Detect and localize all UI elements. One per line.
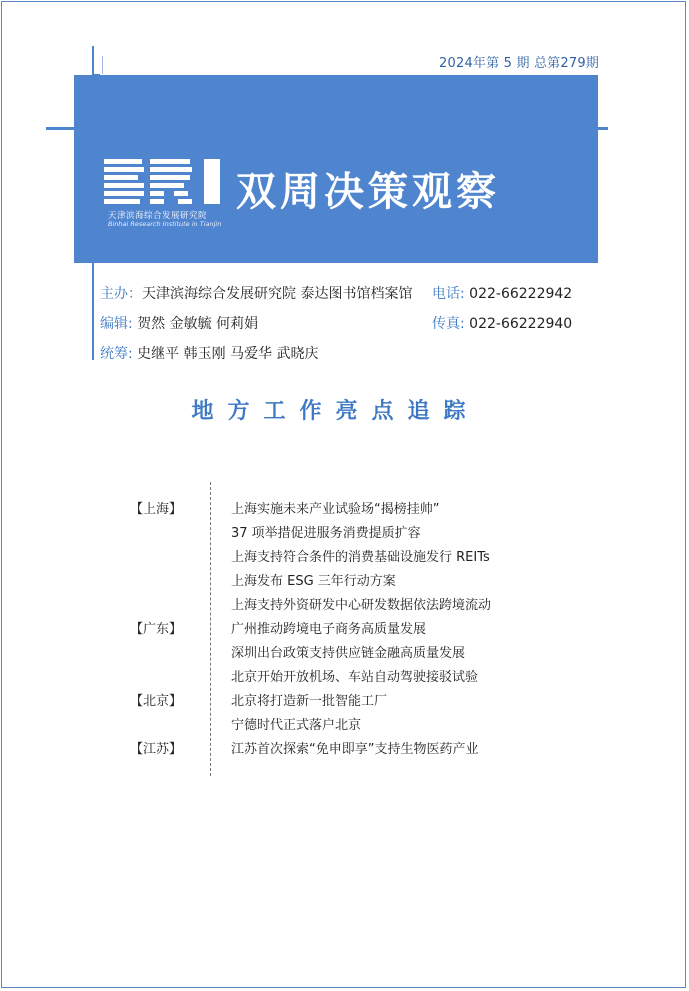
toc-item[interactable]: 上海发布 ESG 三年行动方案: [231, 574, 396, 589]
toc-item[interactable]: 北京将打造新一批智能工厂: [231, 694, 388, 709]
sponsor-label: 主办：: [100, 286, 142, 302]
decor-line: [46, 127, 608, 130]
masthead-banner: [74, 75, 598, 263]
toc-item[interactable]: 深圳出台政策支持供应链金融高质量发展: [231, 646, 466, 661]
toc-item[interactable]: 宁德时代正式落户北京: [231, 718, 362, 733]
phone-row: [432, 283, 572, 303]
toc-item[interactable]: 37 项举措促进服务消费提质扩容: [231, 526, 421, 541]
logo-cn-text: 天津滨海综合发展研究院: [108, 211, 208, 221]
editors-label: 编辑:: [100, 316, 133, 332]
issue-number: 2024年第 5 期 总第279期: [439, 56, 599, 71]
logo-en-text: Binhai Research Institute in Tianjin: [108, 220, 222, 228]
fax-row: [432, 313, 572, 333]
phone-label: 电话:: [432, 286, 465, 302]
decor-line: [92, 46, 94, 360]
bri-logo: [104, 157, 232, 229]
sponsor-row: [100, 283, 412, 303]
publication-title: 双周决策观察: [236, 169, 500, 215]
region-label-jiangsu: 【江苏】: [130, 742, 183, 757]
decor-line: [102, 56, 103, 74]
fax-value: 022-66222940: [469, 316, 573, 332]
bri-logo-icon: [104, 157, 228, 207]
coordinator-label: 统筹:: [100, 346, 133, 362]
sponsor-value: 天津滨海综合发展研究院 泰达图书馆档案馆: [142, 286, 413, 302]
phone-value: 022-66222942: [469, 286, 573, 302]
toc-divider: [210, 482, 211, 776]
toc-item[interactable]: 广州推动跨境电子商务高质量发展: [231, 622, 427, 637]
section-title: 地方工作亮点追踪: [191, 398, 480, 424]
region-label-guangdong: 【广东】: [130, 622, 183, 637]
toc-item[interactable]: 北京开始开放机场、车站自动驾驶接驳试验: [231, 670, 479, 685]
region-label-shanghai: 【上海】: [130, 502, 183, 517]
editors-value: 贺然 金敏毓 何莉娟: [137, 316, 259, 332]
coordinator-value: 史继平 韩玉刚 马爱华 武晓庆: [137, 346, 319, 362]
toc-item[interactable]: 江苏首次探索“免申即享”支持生物医药产业: [231, 742, 479, 757]
editors-row: [100, 313, 258, 333]
toc-item[interactable]: 上海支持符合条件的消费基础设施发行 REITs: [231, 550, 490, 565]
region-label-beijing: 【北京】: [130, 694, 183, 709]
toc-item[interactable]: 上海实施未来产业试验场“揭榜挂帅”: [231, 502, 440, 517]
fax-label: 传真:: [432, 316, 465, 332]
toc-item[interactable]: 上海支持外资研发中心研发数据依法跨境流动: [231, 598, 492, 613]
coordinator-row: [100, 343, 319, 363]
